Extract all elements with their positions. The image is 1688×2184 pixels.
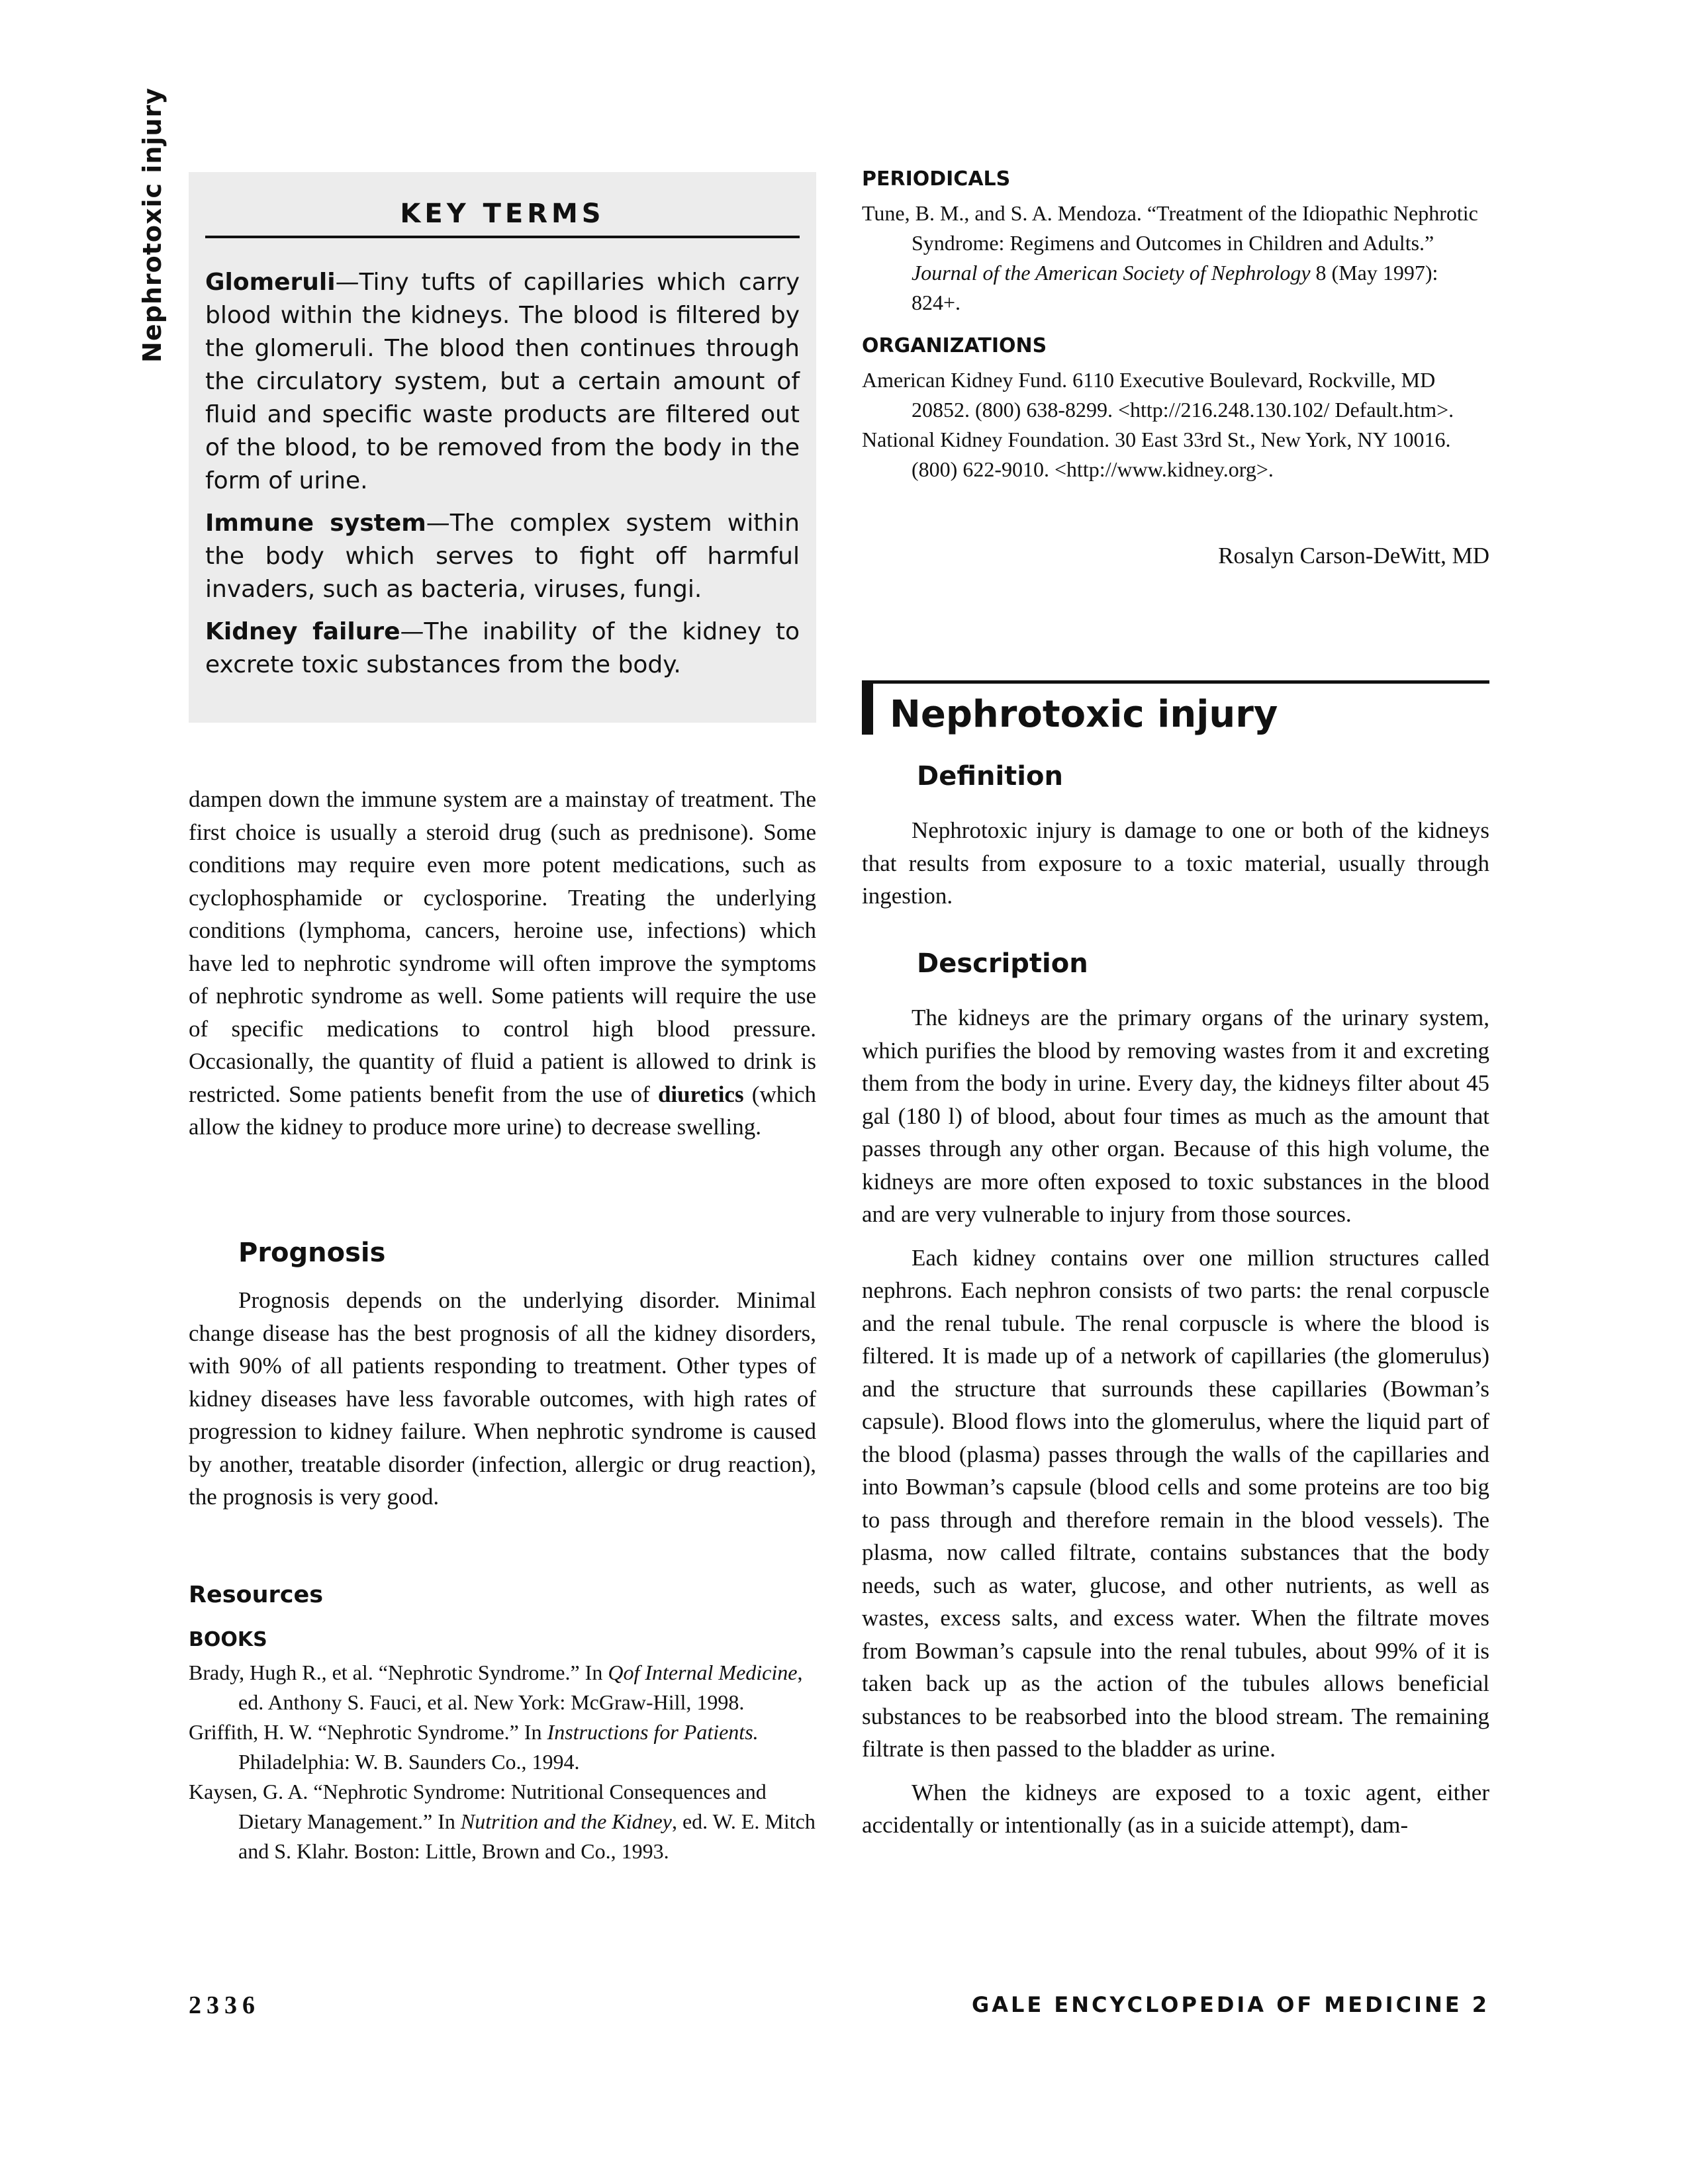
ref-text: 8 (May 1997): 824+. [912, 261, 1438, 314]
resources-heading: Resources [189, 1582, 324, 1608]
key-terms-box [189, 172, 816, 723]
description-paragraph: When the kidneys are exposed to a toxic agent, either accidentally or intentionally (as in a suicide attempt), dam- [862, 1779, 1489, 1838]
periodical-reference [862, 199, 1489, 318]
periodicals-list [862, 199, 1489, 318]
book-reference [189, 1658, 816, 1717]
book-reference [189, 1777, 816, 1866]
key-term-definition: —The inability of the kidney to excrete toxic substances from the body. [205, 618, 800, 678]
ref-title: Nutrition and the Kidney [460, 1809, 672, 1833]
key-term-label: Glomeruli [205, 269, 336, 296]
article-heading [862, 680, 1489, 747]
ref-text: , ed. W. E. Mitch and S. Klahr. Boston: Little, Brown and Co., 1993. [238, 1809, 816, 1863]
description-heading: Description [917, 948, 1088, 979]
key-terms-title: KEY TERMS [205, 199, 800, 238]
diuretics-term: diuretics [657, 1081, 744, 1107]
running-side-header: Nephrotoxic injury [138, 87, 167, 363]
organization-entry: American Kidney Fund. 6110 Executive Boulevard, Rockville, MD 20852. (800) 638-8299. <http://216.248.130.102/ Default.htm>. [862, 368, 1454, 422]
heading-rule [873, 680, 1489, 684]
books-list [189, 1658, 816, 1866]
ref-text: Philadelphia: W. B. Saunders Co., 1994. [238, 1750, 580, 1774]
organizations-heading: ORGANIZATIONS [862, 334, 1047, 357]
ref-title: Journal of the American Society of Nephrology [912, 261, 1311, 285]
definition-heading: Definition [917, 761, 1063, 792]
author-credit: Rosalyn Carson-DeWitt, MD [1218, 543, 1489, 569]
key-term-label: Immune system [205, 510, 426, 537]
prognosis-paragraph: Prognosis depends on the underlying disorder. Minimal change disease has the best prognosis of all the kidney disorders, with 90% of all patients responding to treatment. Other types of kidney diseases have less favorable outcomes, with high rates of progression to kidney failure. When nephrotic syndrome is caused by another, treatable disorder (infection, allergic or drug reaction), the prognosis is very good. [189, 1287, 816, 1510]
ref-text: Kaysen, G. A. “Nephrotic Syndrome: Nutritional Consequences and Dietary Management.” In [189, 1780, 767, 1833]
key-term-kidney-failure [205, 615, 800, 682]
organization-entry: National Kidney Foundation. 30 East 33rd St., New York, NY 10016. (800) 622-9010. <http://www.kidney.org>. [862, 428, 1451, 481]
publication-title: GALE ENCYCLOPEDIA OF MEDICINE 2 [971, 1992, 1489, 2017]
ref-text: Griffith, H. W. “Nephrotic Syndrome.” In [189, 1720, 547, 1744]
organizations-list [862, 365, 1489, 484]
description-body [862, 1001, 1489, 1842]
definition-paragraph: Nephrotoxic injury is damage to one or both of the kidneys that results from exposure to a toxic material, usually through ingestion. [862, 817, 1489, 909]
ref-text: , ed. Anthony S. Fauci, et al. New York: McGraw-Hill, 1998. [238, 1661, 803, 1714]
prognosis-heading: Prognosis [238, 1238, 386, 1268]
treatment-continued-paragraph [189, 783, 816, 1144]
treatment-text-b: (which allow the kidney to produce more urine) to decrease swelling. [189, 1081, 816, 1140]
article-title: Nephrotoxic injury [890, 693, 1278, 736]
heading-bar [862, 680, 873, 735]
books-heading: BOOKS [189, 1628, 267, 1651]
key-term-definition: —The complex system within the body which serves to fight off harmful invaders, such as bacteria, viruses, fungi. [205, 510, 800, 603]
ref-title: Qof Internal Medicine [608, 1661, 798, 1684]
description-paragraph: Each kidney contains over one million structures called nephrons. Each nephron consists of two parts: the renal corpuscle and the renal tubule. The renal corpuscle is where the blood is filtered. It is made up of a network of capillaries (the glomerulus) and the structure that surrounds these capillaries (Bowman’s capsule). Blood flows into the glomerulus, where the liquid part of the blood (plasma) passes through the walls of the capillaries and into Bowman’s capsule (blood cells and some proteins are too big to pass through and therefore remain in the blood vessels). The plasma, now called filtrate, contains substances that the body needs, such as water, glucose, and other nutrients, as well as wastes, excess salts, and excess water. When the filtrate moves from Bowman’s capsule into the renal tubules, about 99% of it is taken back up as the action of the tubules allows beneficial substances to be reabsorbed into the blood stream. The remaining filtrate is then passed to the bladder as urine. [862, 1244, 1489, 1762]
key-term-label: Kidney failure [205, 618, 400, 645]
periodicals-heading: PERIODICALS [862, 167, 1011, 191]
key-term-definition: —Tiny tufts of capillaries which carry blood within the kidneys. The blood is filtered by the glomeruli. The blood then continues through the circulatory system, but a certain amount of fluid and specific waste products are filtered out of the blood, to be removed from the body in the form of urine. [205, 269, 800, 494]
ref-title: Instructions for Patients. [547, 1720, 759, 1744]
ref-text: Tune, B. M., and S. A. Mendoza. “Treatment of the Idiopathic Nephrotic Syndrome: Regimens and Outcomes in Children and Adults.” [862, 201, 1478, 255]
page-number: 2336 [189, 1991, 260, 2019]
key-term-glomeruli [205, 266, 800, 498]
book-reference [189, 1717, 816, 1777]
ref-text: Brady, Hugh R., et al. “Nephrotic Syndrome.” In [189, 1661, 608, 1684]
description-paragraph: The kidneys are the primary organs of the urinary system, which purifies the blood by removing wastes from it and excreting them from the body in urine. Every day, the kidneys filter about 45 gal (180 l) of blood, about four times as much as the amount that passes through any other organ. Because of this high volume, the kidneys are more often exposed to toxic substances in the blood and are very vulnerable to injury from those sources. [862, 1005, 1489, 1227]
key-term-immune-system [205, 507, 800, 606]
treatment-text-a: dampen down the immune system are a mainstay of treatment. The first choice is usually a steroid drug (such as prednisone). Some conditions may require even more potent medications, such as cyclophosphamide or cyclosporine. Treating the underlying conditions (lymphoma, cancers, heroine use, infections) which have led to nephrotic syndrome will often improve the symptoms of nephrotic syndrome as well. Some patients will require the use of specific medications to control high blood pressure. Occasionally, the quantity of fluid a patient is allowed to drink is restricted. Some patients benefit from the use of [189, 786, 816, 1107]
